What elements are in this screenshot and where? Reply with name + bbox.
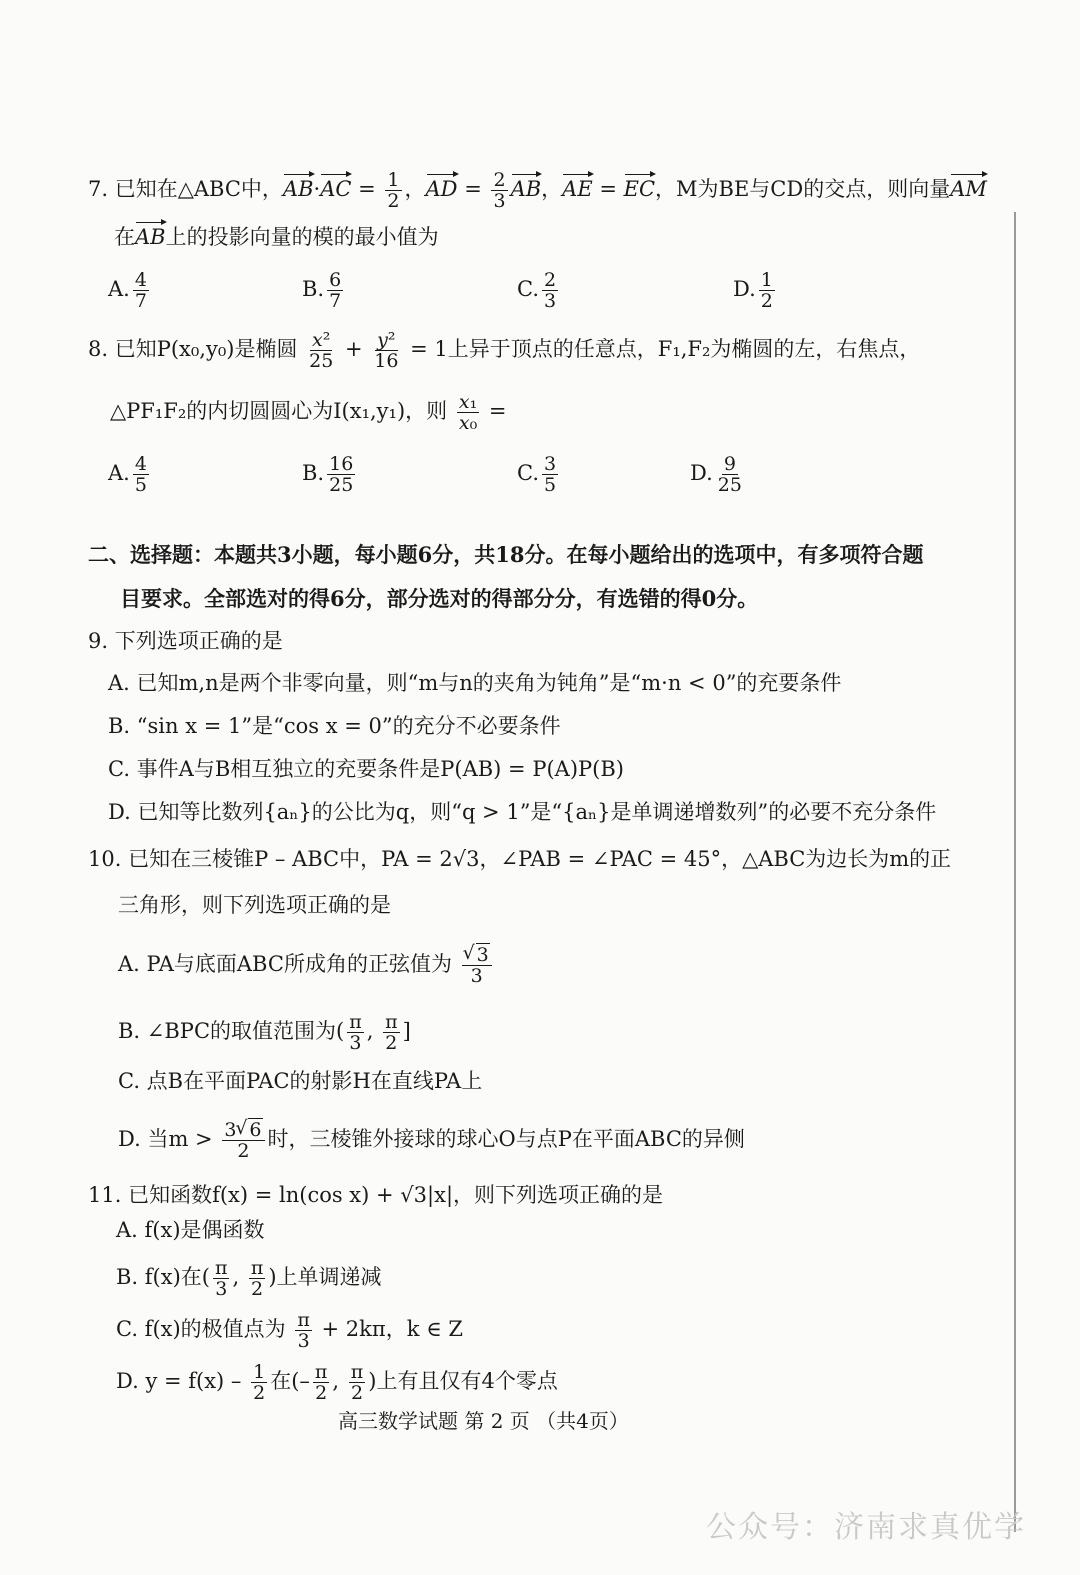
q9-option-d: D. 已知等比数列{aₙ}的公比为q，则“q > 1”是“{aₙ}是单调递增数列”的必要不充分条件 — [108, 800, 937, 824]
q8-option-b: B. $\frac{16}{25}$ — [302, 453, 354, 496]
q10-option-d: D. 当m > $\frac{3√ 6}{2}$ 时，三棱锥外接球的球心O与点P在平面ABC的异侧 — [118, 1120, 745, 1161]
q7-option-a: A. $\frac{4}{7}$ — [108, 269, 147, 312]
q7-option-c: C. $\frac{2}{3}$ — [517, 269, 557, 312]
q11-option-d: D. y = f(x) – $\frac{1}{2}$ 在(– $\frac{\pi}{2}$ , $\frac{\pi}{2}$ )上有且仅有4个零点 — [116, 1361, 558, 1404]
q7-line1: 7. 已知在△ABC中，AB·AC = $\frac{1}{2}$ ，AD = $\frac{2}{3}$ AB，AE = EC，M为BE与CD的交点，则向量AM — [88, 169, 987, 212]
q7-line2: 在AB上的投影向量的模的最小值为 — [114, 222, 439, 252]
q8-option-a: A. $\frac{4}{5}$ — [108, 453, 147, 496]
q7-option-d: D. $\frac{1}{2}$ — [733, 269, 773, 312]
q10-line2: 三角形，则下列选项正确的是 — [118, 893, 391, 917]
q11-option-a: A. f(x)是偶函数 — [116, 1218, 265, 1242]
section2-heading: 二、选择题：本题共3小题，每小题6分，共18分。在每小题给出的选项中，有多项符合题 — [88, 542, 924, 567]
q9-stem: 9. 下列选项正确的是 — [88, 629, 283, 653]
q8-option-c: C. $\frac{3}{5}$ — [517, 453, 557, 496]
q8-line1: 8. 已知P(x₀,y₀)是椭圆 $\frac{\text{x²}}{25}$ + $\frac{\text{y²}}{16}$ = 1上异于顶点的任意点，F₁,F₂为椭圆的左，右焦点， — [88, 329, 921, 372]
scan-edge-line — [1014, 212, 1016, 1532]
wechat-watermark: 公众号：济南求真优学 — [706, 1510, 1026, 1545]
section2-instructions: 目要求。全部选对的得6分，部分选对的得部分分，有选错的得0分。 — [120, 586, 759, 611]
q8-line2: △PF₁F₂的内切圆圆心为I(x₁,y₁)，则 $\frac{\text{x₁}}{\text{x₀}}$ = — [110, 391, 507, 434]
q8-option-d: D. $\frac{9}{25}$ — [690, 453, 742, 496]
q11-option-c: C. f(x)的极值点为 $\frac{\pi}{3}$ + 2kπ，k ∈ Z — [116, 1309, 463, 1352]
q9-option-a: A. 已知m,n是两个非零向量，则“m与n的夹角为钝角”是“m·n < 0”的充要条件 — [108, 671, 842, 695]
q11-stem: 11. 已知函数f(x) = ln(cos x) + √3|x|，则下列选项正确的是 — [88, 1183, 664, 1207]
q10-option-c: C. 点B在平面PAC的射影H在直线PA上 — [118, 1069, 483, 1093]
q10-option-a: A. PA与底面ABC所成角的正弦值为 √ $\frac{3}{3}$ — [118, 945, 495, 986]
q7-option-b: B. $\frac{6}{7}$ — [302, 269, 342, 312]
q11-option-b: B. f(x)在( $\frac{\pi}{3}$ , $\frac{\pi}{2}$ )上单调递减 — [116, 1257, 382, 1300]
q9-option-b: B. “sin x = 1”是“cos x = 0”的充分不必要条件 — [108, 714, 561, 738]
page-footer: 高三数学试题 第 2 页 （共4页） — [338, 1409, 629, 1433]
q10-line1: 10. 已知在三棱锥P – ABC中，PA = 2√3，∠PAB = ∠PAC = 45°，△ABC为边长为m的正 — [88, 847, 952, 871]
q10-option-b: B. ∠BPC的取值范围为( $\frac{\pi}{3}$ , $\frac{\pi}{2}$ ] — [118, 1011, 411, 1054]
q9-option-c: C. 事件A与B相互独立的充要条件是P(AB) = P(A)P(B) — [108, 757, 624, 781]
